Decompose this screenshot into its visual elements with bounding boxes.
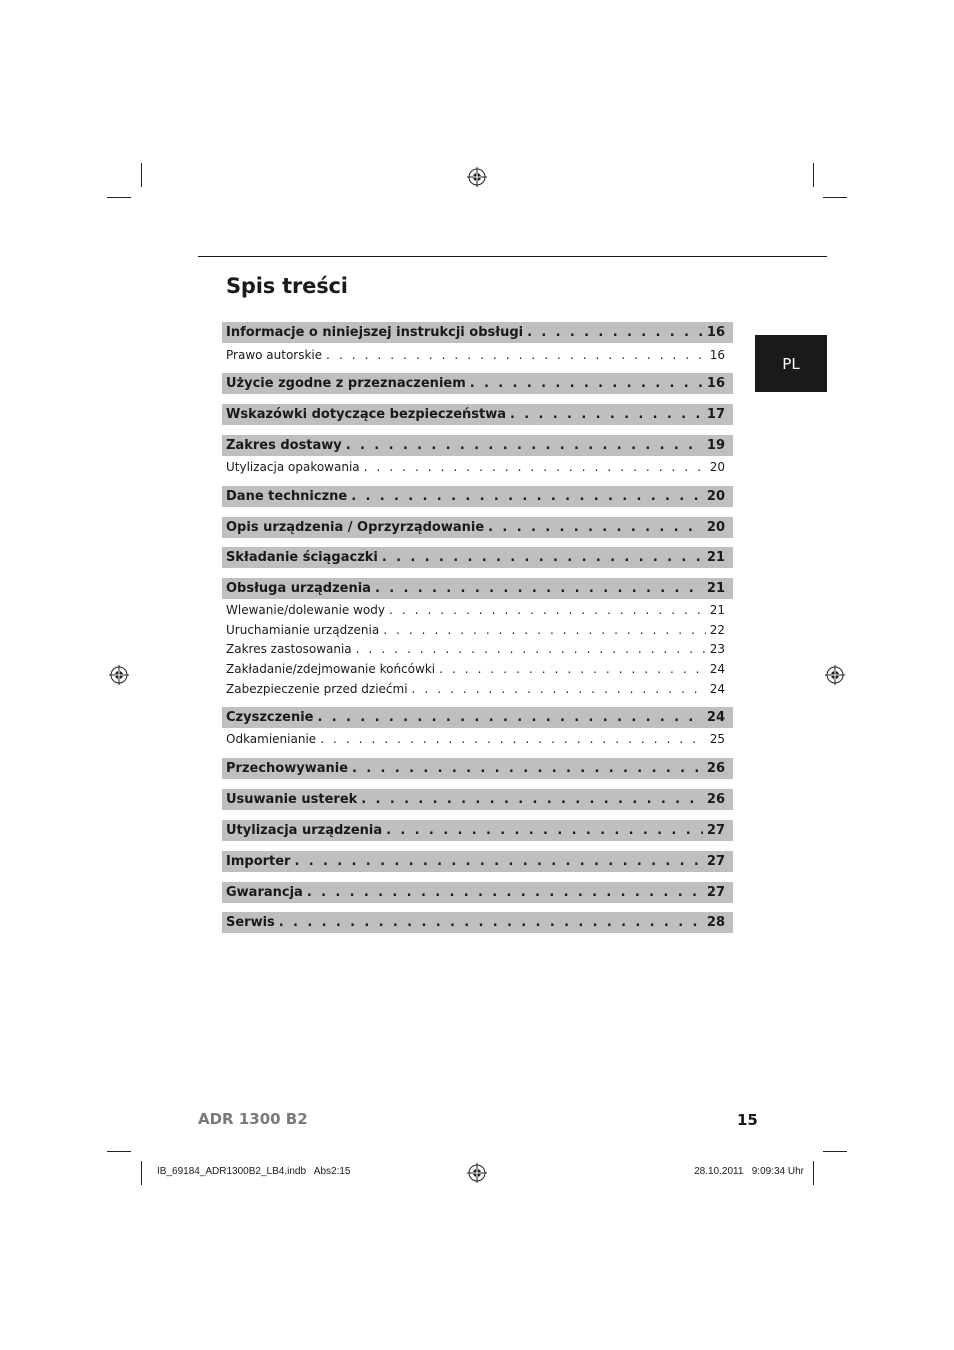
registration-mark-icon — [825, 665, 845, 685]
toc-heading[interactable] — [222, 820, 733, 841]
crop-mark — [823, 1151, 847, 1152]
toc-entry-label: Przechowywanie — [226, 761, 349, 776]
toc-heading[interactable] — [222, 789, 733, 810]
toc-entry-page: 24 — [709, 662, 725, 676]
toc-heading[interactable] — [222, 404, 733, 425]
toc-leader — [510, 407, 703, 422]
toc-entry-page: 20 — [709, 460, 725, 474]
toc-entry-label: Serwis — [226, 915, 275, 930]
toc-leader — [382, 550, 703, 565]
footer-model-name: ADR 1300 B2 — [198, 1110, 308, 1128]
toc-leader — [383, 623, 706, 637]
toc-entry-label: Użycie zgodne z przeznaczeniem — [226, 376, 466, 391]
toc-leader — [412, 682, 706, 696]
toc-heading[interactable] — [222, 435, 733, 456]
toc-entry-label: Prawo autorskie — [226, 348, 323, 362]
toc-subentry[interactable] — [222, 640, 733, 658]
toc-entry-label: Składanie ściągaczki — [226, 550, 378, 565]
toc-entry-label: Usuwanie usterek — [226, 792, 358, 807]
toc-entry-page: 26 — [706, 761, 725, 776]
toc-leader — [361, 792, 703, 807]
toc-heading[interactable] — [222, 547, 733, 568]
toc-leader — [389, 603, 706, 617]
toc-entry-label: Opis urządzenia / Oprzyrządowanie — [226, 520, 485, 535]
toc-leader — [470, 376, 703, 391]
toc-entry-label: Uruchamianie urządzenia — [226, 623, 380, 637]
toc-entry-label: Wskazówki dotyczące bezpieczeństwa — [226, 407, 506, 422]
toc-heading[interactable] — [222, 707, 733, 728]
toc-subentry[interactable] — [222, 660, 733, 678]
toc-leader — [356, 642, 706, 656]
toc-entry-page: 24 — [709, 682, 725, 696]
crop-mark — [823, 197, 847, 198]
crop-mark — [107, 1151, 131, 1152]
toc-entry-label: Informacje o niniejszej instrukcji obsługi — [226, 325, 524, 340]
toc-leader — [375, 581, 703, 596]
crop-mark — [813, 1161, 814, 1185]
toc-leader — [364, 460, 706, 474]
toc-subentry[interactable] — [222, 346, 733, 364]
toc-leader — [318, 710, 703, 725]
toc-entry-page: 24 — [706, 710, 725, 725]
toc-subentry[interactable] — [222, 601, 733, 619]
print-slug-timestamp: 28.10.2011 9:09:34 Uhr — [694, 1166, 804, 1177]
toc-leader — [527, 325, 703, 340]
toc-heading[interactable] — [222, 486, 733, 507]
header-rule — [198, 256, 827, 257]
crop-mark — [107, 197, 131, 198]
toc-entry-page: 25 — [709, 732, 725, 746]
toc-leader — [439, 662, 706, 676]
toc-heading[interactable] — [222, 373, 733, 394]
toc-entry-label: Wlewanie/dolewanie wody — [226, 603, 385, 617]
toc-leader — [326, 348, 706, 362]
toc-subentry[interactable] — [222, 680, 733, 698]
toc-leader — [294, 854, 702, 869]
toc-leader — [386, 823, 703, 838]
toc-entry-page: 20 — [706, 489, 725, 504]
toc-entry-label: Odkamienianie — [226, 732, 317, 746]
print-slug-file: IB_69184_ADR1300B2_LB4.indb Abs2:15 — [157, 1166, 351, 1177]
toc-subentry[interactable] — [222, 458, 733, 476]
toc-leader — [346, 438, 703, 453]
language-tab-label: PL — [782, 354, 800, 373]
toc-entry-label: Zabezpieczenie przed dziećmi — [226, 682, 408, 696]
toc-entry-page: 28 — [706, 915, 725, 930]
toc-entry-label: Utylizacja opakowania — [226, 460, 360, 474]
toc-entry-label: Importer — [226, 854, 291, 869]
toc-subentry[interactable] — [222, 730, 733, 748]
toc-leader — [488, 520, 703, 535]
toc-entry-page: 21 — [706, 550, 725, 565]
toc-entry-page: 23 — [709, 642, 725, 656]
toc-leader — [307, 885, 703, 900]
toc-entry-label: Utylizacja urządzenia — [226, 823, 383, 838]
toc-entry-page: 20 — [706, 520, 725, 535]
toc-entry-page: 16 — [706, 325, 725, 340]
toc-entry-label: Zakładanie/zdejmowanie końcówki — [226, 662, 436, 676]
toc-entry-page: 21 — [709, 603, 725, 617]
crop-mark — [141, 163, 142, 187]
toc-heading[interactable] — [222, 322, 733, 343]
toc-leader — [351, 489, 703, 504]
toc-leader — [279, 915, 703, 930]
toc-heading[interactable] — [222, 882, 733, 903]
toc-entry-page: 27 — [706, 823, 725, 838]
toc-entry-label: Zakres dostawy — [226, 438, 342, 453]
toc-entry-page: 26 — [706, 792, 725, 807]
toc-entry-page: 21 — [706, 581, 725, 596]
registration-mark-icon — [467, 167, 487, 187]
toc-entry-label: Dane techniczne — [226, 489, 348, 504]
toc-heading[interactable] — [222, 517, 733, 538]
toc-leader — [352, 761, 703, 776]
crop-mark — [141, 1161, 142, 1185]
toc-heading[interactable] — [222, 851, 733, 872]
toc-heading[interactable] — [222, 578, 733, 599]
toc-entry-page: 27 — [706, 854, 725, 869]
toc-heading[interactable] — [222, 912, 733, 933]
toc-heading[interactable] — [222, 758, 733, 779]
toc-entry-label: Czyszczenie — [226, 710, 314, 725]
toc-entry-page: 16 — [709, 348, 725, 362]
toc-entry-label: Obsługa urządzenia — [226, 581, 371, 596]
toc-entry-page: 19 — [706, 438, 725, 453]
registration-mark-icon — [467, 1163, 487, 1183]
toc-leader — [320, 732, 706, 746]
toc-entry-page: 27 — [706, 885, 725, 900]
page-title: Spis treści — [226, 274, 348, 298]
toc-entry-page: 16 — [706, 376, 725, 391]
language-tab — [755, 335, 827, 392]
crop-mark — [813, 163, 814, 187]
toc-entry-label: Gwarancja — [226, 885, 303, 900]
toc-entry-page: 22 — [709, 623, 725, 637]
registration-mark-icon — [109, 665, 129, 685]
footer-page-number: 15 — [737, 1111, 758, 1129]
toc-entry-label: Zakres zastosowania — [226, 642, 352, 656]
toc-entry-page: 17 — [706, 407, 725, 422]
toc-subentry[interactable] — [222, 621, 733, 639]
